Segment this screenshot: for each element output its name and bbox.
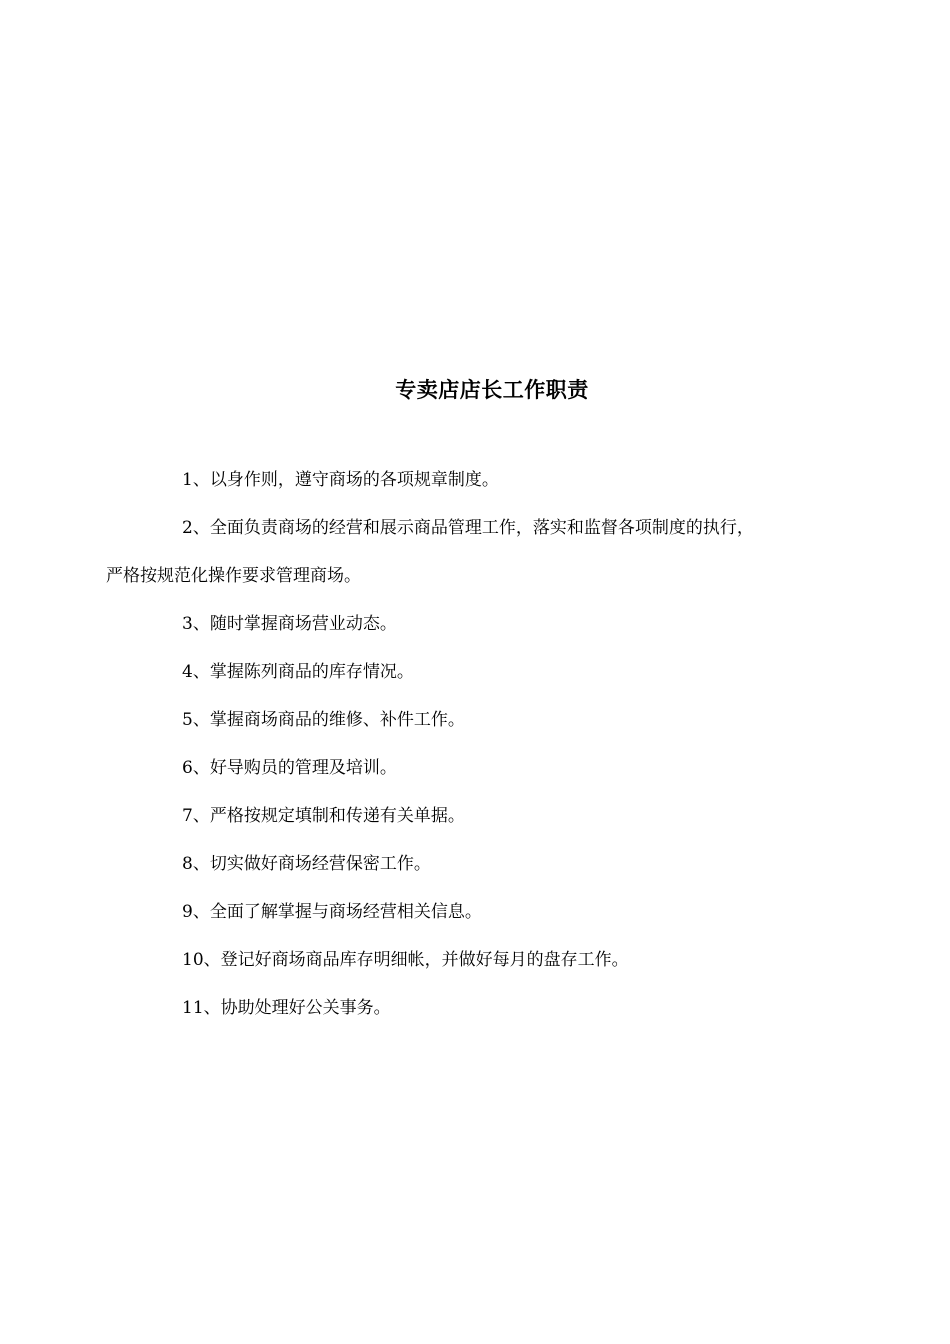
list-item-text: 8、切实做好商场经营保密工作。 <box>182 854 431 874</box>
list-item-text-line1: 2、全面负责商场的经营和展示商品管理工作，落实和监督各项制度的执行， <box>182 518 754 538</box>
list-item-text: 11、协助处理好公关事务。 <box>182 998 391 1018</box>
list-item <box>144 888 834 936</box>
list-item <box>144 648 834 696</box>
list-item <box>144 696 834 744</box>
list-item-text: 4、掌握陈列商品的库存情况。 <box>182 662 414 682</box>
list-item <box>106 504 834 600</box>
list-item <box>144 456 834 504</box>
list-item <box>144 936 834 984</box>
list-item-text: 5、掌握商场商品的维修、补件工作。 <box>182 710 465 730</box>
list-item <box>144 840 834 888</box>
responsibility-list <box>106 456 834 1032</box>
list-item-text: 6、好导购员的管理及培训。 <box>182 758 397 778</box>
list-item-text: 1、以身作则，遵守商场的各项规章制度。 <box>182 470 499 490</box>
list-item <box>144 984 834 1032</box>
list-item-text: 3、随时掌握商场营业动态。 <box>182 614 397 634</box>
list-item <box>144 792 834 840</box>
list-item-text: 10、登记好商场商品库存明细帐，并做好每月的盘存工作。 <box>182 950 629 970</box>
list-item-text-line2: 严格按规范化操作要求管理商场。 <box>106 566 361 586</box>
list-item-text: 7、严格按规定填制和传递有关单据。 <box>182 806 465 826</box>
list-item-text: 9、全面了解掌握与商场经营相关信息。 <box>182 902 482 922</box>
list-item <box>144 600 834 648</box>
list-item <box>144 744 834 792</box>
document-title: 专卖店店长工作职责 <box>395 377 589 402</box>
